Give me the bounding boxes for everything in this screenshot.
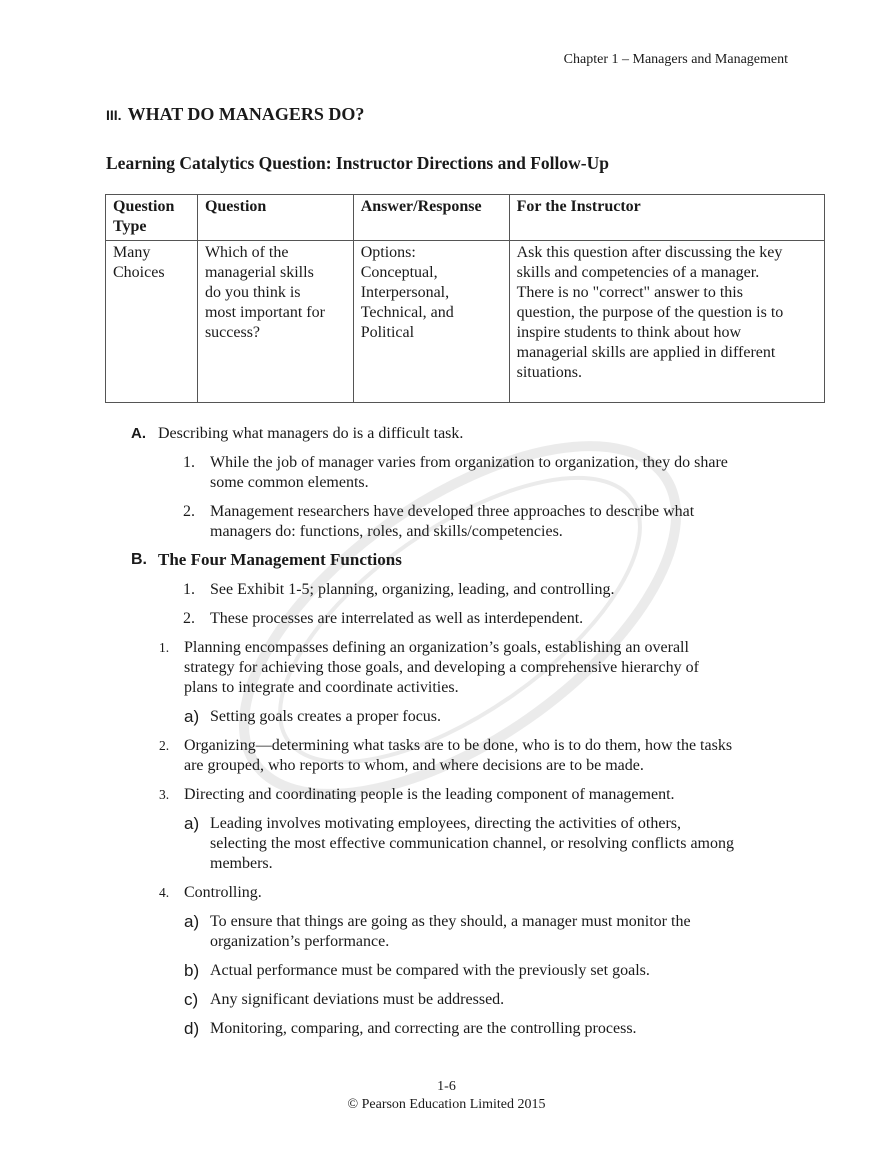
cell-answer-response: Options: Conceptual, Interpersonal, Technical, and Political [353, 241, 509, 403]
outline-a-2-marker: 2. [183, 503, 195, 520]
function-1-line-2: strategy for achieving those goals, and developing a comprehensive hierarchy of [184, 659, 699, 676]
cell-for-the-instructor: Ask this question after discussing the key skills and competencies of a manager. There is no "correct" answer to this question, the purpose of the question is to inspire students to think about how managerial skills are applied in different situations. [509, 241, 824, 403]
cell-question: Which of the managerial skills do you think is most important for success? [197, 241, 353, 403]
function-4c-line-1: Any significant deviations must be addressed. [210, 991, 505, 1008]
function-1-marker: 1. [159, 640, 170, 655]
learning-catalytics-table [105, 194, 825, 403]
function-3a-line-2: selecting the most effective communication channel, or resolving conflicts among [210, 835, 734, 852]
function-4-line-1: Controlling. [184, 884, 262, 901]
outline-a-2-line-2: managers do: functions, roles, and skills/competencies. [210, 523, 563, 540]
function-3-marker: 3. [159, 787, 170, 802]
function-2-line-2: are grouped, who reports to whom, and where decisions are to be made. [184, 757, 644, 774]
function-4a-line-2: organization’s performance. [210, 933, 390, 950]
function-4d-line-1: Monitoring, comparing, and correcting are the controlling process. [210, 1020, 637, 1037]
outline-a-1-line-2: some common elements. [210, 474, 369, 491]
outline-b-heading: The Four Management Functions [158, 550, 402, 569]
copyright-notice: © Pearson Education Limited 2015 [347, 1097, 546, 1112]
header-answer-response: Answer/Response [353, 195, 509, 241]
header-question: Question [197, 195, 353, 241]
function-3-line-1: Directing and coordinating people is the leading component of management. [184, 786, 675, 803]
table-subheading: Learning Catalytics Question: Instructor Directions and Follow-Up [106, 153, 609, 173]
function-4a-line-1: To ensure that things are going as they should, a manager must monitor the [210, 913, 691, 930]
page-number: 1-6 [437, 1079, 456, 1094]
function-4a-marker: a) [184, 912, 200, 931]
header-for-the-instructor: For the Instructor [509, 195, 824, 241]
function-3a-line-1: Leading involves motivating employees, directing the activities of others, [210, 815, 681, 832]
function-2-line-1: Organizing—determining what tasks are to be done, who is to do them, how the tasks [184, 737, 733, 754]
outline-b-1-line-1: See Exhibit 1-5; planning, organizing, leading, and controlling. [210, 581, 615, 598]
function-4-marker: 4. [159, 885, 170, 900]
function-4b-marker: b) [184, 961, 200, 980]
table-header-row [106, 195, 825, 241]
outline-b-2-line-1: These processes are interrelated as well as interdependent. [210, 610, 584, 627]
function-1-line-1: Planning encompasses defining an organization’s goals, establishing an overall [184, 639, 689, 656]
function-2-marker: 2. [159, 738, 170, 753]
outline-a-marker: A. [131, 425, 146, 442]
function-3a-marker: a) [184, 814, 200, 833]
section-roman-numeral: III. [106, 107, 122, 123]
outline-b-2-marker: 2. [183, 610, 195, 627]
outline-a-1-marker: 1. [183, 454, 195, 471]
function-1a-line-1: Setting goals creates a proper focus. [210, 708, 442, 725]
function-4b-line-1: Actual performance must be compared with the previously set goals. [210, 962, 650, 979]
outline-b-1-marker: 1. [183, 581, 195, 598]
header-question-type: Question Type [106, 195, 198, 241]
function-1-line-3: plans to integrate and coordinate activities. [184, 679, 459, 696]
outline-b-marker: B. [131, 551, 147, 568]
function-1a-marker: a) [184, 707, 200, 726]
section-title: WHAT DO MANAGERS DO? [127, 104, 365, 124]
function-3a-line-3: members. [210, 855, 273, 872]
function-4d-marker: d) [184, 1019, 200, 1038]
table-row [106, 241, 825, 403]
outline-a-2-line-1: Management researchers have developed three approaches to describe what [210, 503, 695, 520]
outline-a-1-line-1: While the job of manager varies from organization to organization, they do share [210, 454, 728, 471]
outline-a-text: Describing what managers do is a difficult task. [158, 425, 464, 442]
section-heading [106, 104, 364, 125]
cell-question-type: Many Choices [106, 241, 198, 403]
running-head: Chapter 1 – Managers and Management [563, 52, 788, 67]
function-4c-marker: c) [184, 990, 199, 1009]
